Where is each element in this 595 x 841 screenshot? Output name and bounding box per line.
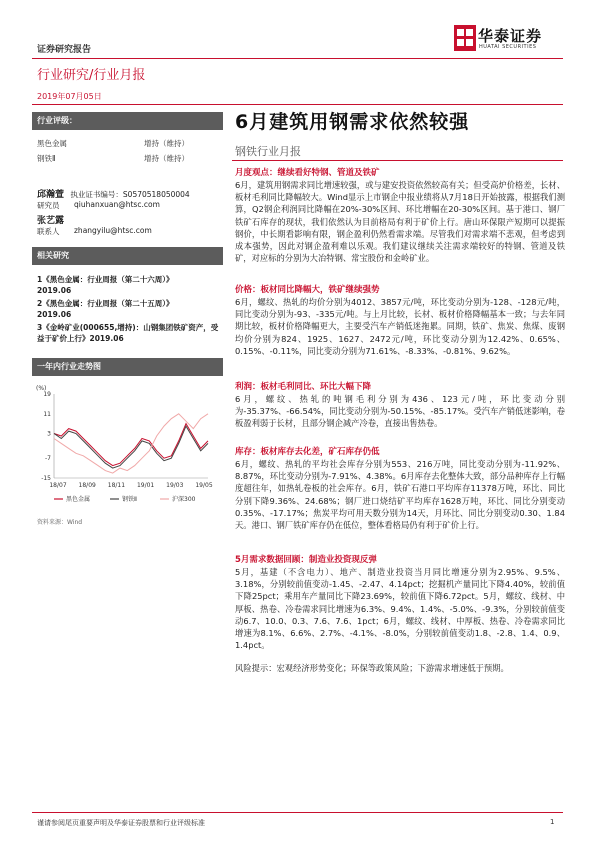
x-tick-label: 19/05 — [195, 482, 213, 489]
section-heading: 利润：板材毛利同比、环比大幅下降 — [235, 382, 372, 392]
related-item[interactable] — [37, 298, 222, 320]
section-heading: 月度观点：继续看好特钢、管道及铁矿 — [235, 168, 380, 178]
section-body: 6月，螺纹、热轧的平均社会库存分别为553、216万吨，同比变动分别为-11.92%、8.87%，环比变动分别为-7.91%、4.38%。6月库存去化整体大致，部分品种库存上行幅度超往年，如热轧卷板的社会库存。6月，铁矿石港口平均库存11378万吨，环比、同比分别下降9.36%、24.68%；钢厂进口烧结矿平均库存1628万吨，环比、同比分别变动0.35%、-17.17%；焦炭平均可用天数分别为14天，月环比、同比分别变动0.30、1.84天。港口、钢厂铁矿库存仍在低位，整体看格局仍有利于矿价上行。 — [235, 459, 565, 531]
header-divider — [32, 58, 563, 59]
logo-text-cn: 华泰证券 — [478, 27, 543, 45]
x-tick-label: 18/09 — [78, 482, 96, 489]
analyst-email[interactable]: zhangyilu@htsc.com — [74, 226, 152, 235]
analyst-block — [37, 213, 227, 226]
related-date: 2019.06 — [37, 286, 72, 295]
analyst-role: 研究员 — [37, 201, 60, 210]
series-line — [54, 414, 208, 473]
title-divider — [232, 160, 563, 161]
rating-value: 增持（维持） — [144, 139, 189, 148]
page-number: 1 — [550, 818, 555, 826]
analyst-cert: 执业证书编号：S0570518050004 — [70, 190, 190, 199]
related-item[interactable] — [37, 274, 222, 296]
rating-industry: 钢铁Ⅱ — [37, 154, 56, 163]
y-axis-unit: (%) — [36, 385, 47, 392]
company-logo — [454, 23, 564, 59]
x-tick-label: 19/03 — [166, 482, 184, 489]
y-tick-label: 19 — [43, 391, 51, 398]
logo-mark-icon — [454, 25, 476, 51]
y-tick-label: -7 — [45, 455, 51, 463]
rating-row — [37, 138, 217, 149]
report-title: 6月建筑用钢需求依然较强 — [235, 111, 470, 133]
report-category: 行业研究/行业月报 — [37, 68, 146, 83]
section-heading: 5月需求数据回顾：制造业投资现反弹 — [235, 555, 377, 565]
analyst-contact-row — [37, 226, 227, 237]
section-body: 6月，建筑用钢需求同比增速较强，或与建安投资依然较高有关；但受高炉价格差，长材、板材毛利同比降幅较大。Wind显示上市钢企中报业绩将从7月18日开始披露，根据我们测算，Q2钢企利润同比降幅在20%-30%区间、环比增幅在20-30%区间。基于港口、钢厂铁矿石库存的现状，我们依然认为目前格局有利于矿价上行。唐山环保限产短期可以提振钢价，中长期看影响有限，钢企盈利仍然看需求端。尽管我们对需求端不悲观，但考虑到成本强势，因此对钢企盈利难以乐观。我们建议继续关注需求端较好的特钢、管道及铁矿，对应标的分别为大冶特钢、常宝股份和金岭矿业。 — [235, 180, 565, 264]
analyst-role: 联系人 — [37, 227, 60, 236]
report-subtitle: 钢铁行业月报 — [235, 145, 301, 158]
rating-row — [37, 153, 217, 164]
analyst-contact-row — [37, 200, 227, 211]
logo-text-en: HUATAI SECURITIES — [479, 44, 537, 50]
section-body: 5月，基建（不含电力）、地产、制造业投资当月同比增速分别为2.95%、9.5%、3.18%，分别较前值变动-1.45、-2.47、4.14pct；挖掘机产量同比下降4.40%，较前值下降25pct；乘用车产量同比下降23.69%，较前值下降6.72pct。5月，螺纹、线材、中厚板、热卷、冷卷需求同比增速为6.3%、9.4%、1.4%、-5.0%、-9.3%，分别较前值变动6.7、10.0、0.3、7.6、7.6、1pct；6月，螺纹、线材、中厚板、热卷、冷卷需求同比增速为8.1%、6.6%、2.7%、-4.1%、-8.0%，分别较前值变动1.8、-2.8、1.4、0.9、1.4pct。 — [235, 567, 565, 651]
x-tick-label: 18/11 — [107, 482, 126, 489]
industry-trend-chart — [32, 382, 223, 512]
section-heading: 价格：板材同比降幅大，铁矿继续强势 — [235, 285, 380, 295]
x-tick-label: 19/01 — [136, 482, 155, 489]
legend-label: 黑色金属 — [66, 496, 91, 503]
rating-industry: 黑色金属 — [37, 139, 67, 148]
related-title: 3《金岭矿业(000655,增持)：山钢集团铁矿资产，受益于矿价上行》2019.06 — [37, 323, 219, 343]
footer-disclaimer[interactable]: 谨请参阅尾页重要声明及华泰证券股票和行业评级标准 — [37, 819, 205, 827]
related-date: 2019.06 — [37, 310, 72, 319]
section-heading: 库存：板材库存去化差，矿石库存仍低 — [235, 447, 380, 457]
analyst-block — [37, 187, 227, 200]
related-title: 2《黑色金属：行业周报（第二十五周）》 — [37, 299, 174, 308]
related-item[interactable] — [37, 322, 222, 344]
rating-heading: 行业评级： — [32, 112, 223, 130]
y-tick-label: 3 — [47, 430, 51, 438]
y-tick-label: 11 — [43, 410, 51, 418]
risk-warning: 风险提示：宏观经济形势变化；环保等政策风险；下游需求增速低于预期。 — [235, 663, 509, 673]
chart-source: 资料来源：Wind — [37, 519, 83, 526]
legend-label: 钢铁Ⅱ — [122, 496, 137, 503]
section-body: 6月，螺纹、热轧的吨钢毛利分别为436、123元/吨，环比变动分别为-35.37%、-66.54%，同比变动分别为-50.15%、-85.17%。受汽车产销低迷影响，卷板盈利弱于长材，且部分钢企减产冷卷，直接出售热卷。 — [235, 394, 565, 429]
footer-divider — [32, 812, 563, 813]
doc-type-label: 证券研究报告 — [37, 45, 92, 55]
related-title: 1《黑色金属：行业周报（第二十六周）》 — [37, 275, 174, 284]
report-date: 2019年07月05日 — [37, 92, 102, 101]
rating-value: 增持（维持） — [144, 154, 189, 163]
analyst-name: 邱瀚萱 — [37, 190, 65, 200]
related-heading: 相关研究 — [32, 247, 223, 265]
section-body: 6月，螺纹、热轧的均价分别为4012、3857元/吨，环比变动分别为-128、-128元/吨，同比变动分别为-93、-335元/吨。与上月比较，长材、板材价格降幅基本一致；与去年同期比较，板材价格降幅更大，主要受汽车产销低迷拖累。同期，铁矿、焦炭、焦煤、废钢均价分别为824、1925、1627、2472元/吨，环比变动分别为12.42%、0.65%、0.15%、-0.11%，同比变动分别为71.61%、-8.33%、-0.81%、9.62%。 — [235, 297, 565, 356]
analyst-email[interactable]: qiuhanxuan@htsc.com — [74, 200, 160, 209]
date-divider — [32, 104, 563, 105]
analyst-name: 张艺露 — [37, 216, 65, 226]
x-tick-label: 18/07 — [49, 482, 67, 489]
y-tick-label: -15 — [41, 475, 51, 482]
chart-heading: 一年内行业走势图 — [32, 358, 223, 376]
legend-label: 沪深300 — [172, 496, 196, 503]
